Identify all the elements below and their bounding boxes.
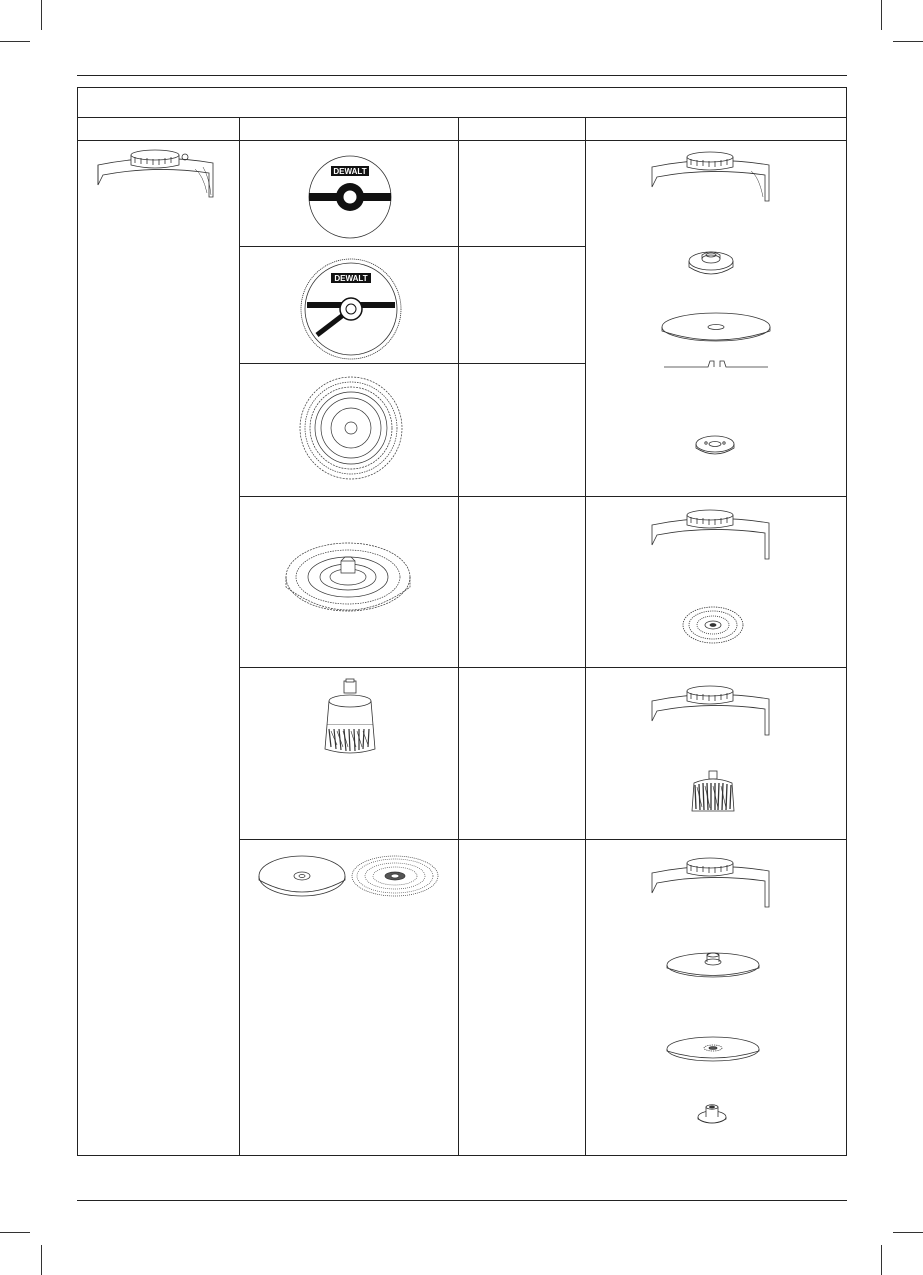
column-divider-1 (239, 117, 240, 1156)
crop-mark-top-left-v (41, 0, 42, 30)
crop-mark-top-right-h (893, 41, 923, 42)
footer-rule (77, 1200, 847, 1201)
wire-wheel-flat-illustration (298, 375, 404, 481)
crop-mark-bottom-left-v (41, 1245, 42, 1275)
crop-mark-bottom-right-v (881, 1245, 882, 1275)
table-border-left (77, 87, 78, 1156)
row-divider-1 (239, 246, 586, 247)
assembly-3-guard (649, 679, 774, 737)
row-divider-3 (239, 496, 847, 497)
row-divider-5 (239, 839, 847, 840)
column-divider-2 (458, 117, 459, 1156)
table-border-right (846, 87, 847, 1156)
flap-disc-brand: DEWALT (334, 274, 368, 283)
table-border-bottom (77, 1155, 847, 1156)
assembly-4-clamp-nut (696, 1099, 728, 1127)
crop-mark-top-left-h (0, 41, 30, 42)
column-divider-3 (585, 117, 586, 1156)
wire-cup-brush-illustration (321, 679, 379, 759)
sanding-backing-disc-illustration (257, 852, 347, 902)
sanding-disc-illustration (350, 852, 440, 902)
cutting-wheel-illustration (307, 154, 393, 240)
assembly-2-guard (649, 503, 774, 561)
flap-disc-illustration (299, 257, 403, 361)
header-row-divider (77, 140, 847, 141)
guard-illustration-main (95, 145, 220, 200)
assembly-1-backing-flange (687, 247, 735, 279)
row-divider-2 (239, 363, 586, 364)
assembly-3-wire-cup-brush (690, 771, 736, 813)
assembly-4-sanding-disc (665, 1033, 761, 1065)
assembly-1-lock-nut (694, 432, 736, 460)
wire-wheel-knotted-illustration (283, 539, 413, 621)
header-rule (77, 75, 847, 76)
assembly-4-guard (649, 851, 774, 909)
assembly-4-backing-pad (665, 945, 761, 981)
cutting-wheel-brand: DEWALT (333, 167, 367, 176)
assembly-1-wheel (660, 309, 772, 371)
crop-mark-bottom-left-h (0, 1232, 30, 1233)
assembly-2-wire-wheel (681, 605, 745, 647)
row-divider-4 (239, 667, 847, 668)
title-row-divider (77, 117, 847, 118)
accessory-table (77, 87, 847, 1156)
table-border-top (77, 87, 847, 88)
crop-mark-top-right-v (881, 0, 882, 30)
crop-mark-bottom-right-h (893, 1232, 923, 1233)
assembly-1-guard (649, 145, 774, 203)
